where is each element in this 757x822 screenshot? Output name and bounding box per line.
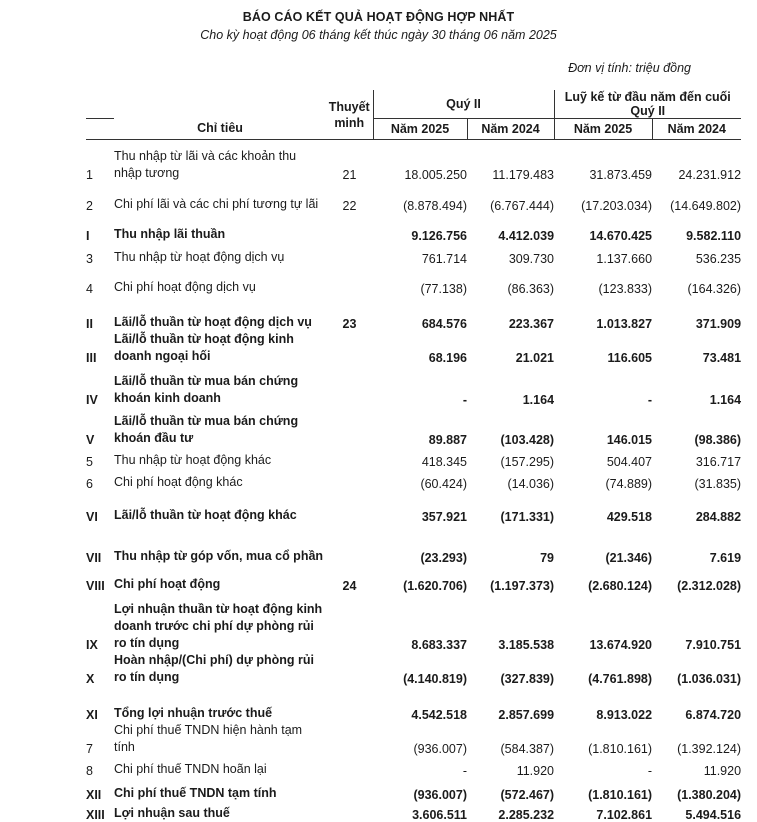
row-label: Chi phí hoạt động khác (114, 474, 243, 489)
row-ytd2024: 24.231.912 (678, 167, 742, 182)
row-note: 24 (342, 578, 357, 593)
row-ytd2024: 5.494.516 (685, 807, 742, 822)
table-row (86, 565, 741, 593)
row-ytd2025: (74.889) (605, 476, 653, 491)
table-row (86, 266, 741, 296)
row-code: III (86, 350, 97, 365)
row-ytd2024: 11.920 (703, 763, 742, 778)
row-q2024: 79 (540, 550, 555, 565)
row-label: Thu nhập từ lãi và các khoản thu nhập tương (114, 148, 297, 180)
row-q2025: 4.542.518 (411, 707, 467, 722)
row-ytd2025: 14.670.425 (589, 228, 653, 243)
table-row (86, 524, 741, 565)
row-q2025: 89.887 (428, 432, 467, 447)
table-row (86, 296, 741, 331)
row-note (326, 447, 373, 469)
header-ytd-2025: Năm 2025 (554, 119, 652, 140)
header-note (326, 90, 373, 140)
row-code: XI (86, 707, 98, 722)
row-ytd2025: (1.810.161) (588, 741, 653, 756)
table-row (86, 331, 741, 365)
row-q2025: 3.606.511 (412, 807, 467, 822)
row-ytd2024: 7.910.751 (685, 637, 742, 652)
row-q2024: 11.179.483 (492, 167, 555, 182)
row-note (326, 491, 373, 524)
row-ytd2024: (1.036.031) (677, 671, 742, 686)
table-row (86, 140, 741, 182)
row-ytd2024: 6.874.720 (685, 707, 742, 722)
header-q-2025: Năm 2025 (373, 119, 467, 140)
table-row (86, 593, 741, 652)
row-note (326, 331, 373, 365)
row-ytd2025: 116.605 (607, 350, 653, 365)
row-code: IX (86, 637, 98, 652)
row-q2025: 418.345 (421, 454, 467, 469)
row-ytd2024: 1.164 (709, 392, 742, 407)
row-ytd2025: 1.137.660 (596, 251, 653, 266)
row-label: Lãi/lỗ thuần từ hoạt động khác (114, 507, 297, 522)
row-ytd2025: 31.873.459 (589, 167, 653, 182)
table-row (86, 756, 741, 778)
row-code: VIII (86, 578, 105, 593)
row-ytd2024: (164.326) (687, 281, 742, 296)
row-code: 4 (86, 281, 93, 296)
row-label: Lợi nhuận thuần từ hoạt động kinh doanh trước chi phí dự phòng rủi ro tín dụng (114, 601, 323, 650)
header-indicator: Chỉ tiêu (114, 90, 326, 140)
row-label: Chi phí thuế TNDN hiện hành tạm tính (114, 722, 303, 754)
row-q2024: (327.839) (500, 671, 555, 686)
row-ytd2024: 371.909 (695, 316, 742, 331)
header-q-2024: Năm 2024 (467, 119, 554, 140)
header-note-line2: minh (334, 115, 365, 130)
row-q2025: 9.126.756 (411, 228, 467, 243)
row-ytd2024: (1.380.204) (677, 787, 742, 802)
row-code: 5 (86, 454, 93, 469)
row-note: 21 (342, 167, 357, 182)
row-code: IV (86, 392, 98, 407)
row-ytd2024: 536.235 (695, 251, 742, 266)
row-q2025: (936.007) (413, 741, 467, 756)
row-label: Chi phí thuế TNDN tạm tính (114, 785, 277, 800)
row-q2025: 68.196 (428, 350, 467, 365)
row-code: VI (86, 509, 98, 524)
table-row (86, 447, 741, 469)
row-note (326, 266, 373, 296)
row-ytd2025: (21.346) (605, 550, 653, 565)
table-header-row (86, 90, 741, 119)
row-code: II (86, 316, 93, 331)
row-code: VII (86, 550, 102, 565)
row-q2025: 357.921 (421, 509, 467, 524)
row-q2024: 1.164 (522, 392, 555, 407)
row-ytd2025: 504.407 (606, 454, 653, 469)
table-row (86, 686, 741, 722)
row-q2025: (23.293) (420, 550, 467, 565)
row-q2025: - (462, 392, 467, 407)
row-label: Hoàn nhập/(Chi phí) dự phòng rủi ro tín dụng (114, 652, 314, 684)
row-q2024: 3.185.538 (498, 637, 555, 652)
row-label: Chi phí lãi và các chi phí tương tự lãi (114, 196, 319, 211)
row-code: XII (86, 787, 102, 802)
header-ytd: Luỹ kế từ đầu năm đến cuối Quý II (554, 90, 741, 119)
row-ytd2024: (31.835) (694, 476, 742, 491)
row-q2025: (4.140.819) (403, 671, 467, 686)
row-label: Tổng lợi nhuận trước thuế (114, 705, 273, 720)
income-statement-table (86, 90, 741, 822)
table-row (86, 365, 741, 407)
row-note (326, 722, 373, 756)
row-q2025: (60.424) (420, 476, 467, 491)
row-ytd2024: (2.312.028) (677, 578, 742, 593)
row-code: I (86, 228, 90, 243)
header-code-cell-2 (86, 119, 114, 140)
row-label: Lãi/lỗ thuần từ hoạt động dịch vụ (114, 314, 312, 329)
row-q2025: (1.620.706) (403, 578, 467, 593)
row-ytd2024: 284.882 (695, 509, 742, 524)
row-label: Thu nhập lãi thuần (114, 226, 226, 241)
row-q2025: 8.683.337 (411, 637, 467, 652)
row-q2025: (936.007) (413, 787, 467, 802)
row-q2025: (77.138) (420, 281, 467, 296)
row-ytd2025: 8.913.022 (596, 707, 653, 722)
currency-unit: Đơn vị tính: triệu đồng (568, 61, 691, 75)
row-q2025: 684.576 (421, 316, 467, 331)
row-code: 1 (86, 167, 93, 182)
row-note (326, 778, 373, 802)
row-ytd2025: - (647, 763, 653, 778)
row-label: Chi phí hoạt động (114, 576, 221, 591)
row-note (326, 407, 373, 447)
row-ytd2025: 146.015 (606, 432, 653, 447)
row-ytd2025: (17.203.034) (581, 198, 653, 213)
row-ytd2025: (1.810.161) (588, 787, 653, 802)
row-note (326, 686, 373, 722)
row-label: Chi phí thuế TNDN hoãn lại (114, 761, 267, 776)
row-label: Thu nhập từ góp vốn, mua cổ phần (114, 548, 324, 563)
row-note (326, 802, 373, 822)
row-label: Lãi/lỗ thuần từ hoạt động kinh doanh ngoại hối (114, 331, 294, 363)
row-q2025: (8.878.494) (403, 198, 467, 213)
table-row (86, 469, 741, 491)
table-row (86, 778, 741, 802)
row-label: Lãi/lỗ thuần từ mua bán chứng khoán đầu tư (114, 413, 299, 445)
row-note (326, 243, 373, 266)
row-ytd2025: 13.674.920 (589, 637, 653, 652)
row-label: Lợi nhuận sau thuế (114, 805, 230, 820)
header-note-line1: Thuyết (328, 99, 370, 114)
row-ytd2024: (14.649.802) (670, 198, 742, 213)
row-code: 8 (86, 763, 93, 778)
row-code: 6 (86, 476, 93, 491)
table-row (86, 182, 741, 213)
row-ytd2024: 9.582.110 (686, 228, 742, 243)
row-q2024: 2.285.232 (498, 807, 555, 822)
row-ytd2024: 73.481 (702, 350, 742, 365)
row-q2024: 4.412.039 (498, 228, 555, 243)
table-row (86, 802, 741, 822)
row-note (326, 469, 373, 491)
table-row (86, 652, 741, 686)
row-q2025: 761.714 (421, 251, 467, 266)
row-q2024: (1.197.373) (490, 578, 555, 593)
row-q2024: (572.467) (500, 787, 555, 802)
row-label: Thu nhập từ hoạt động dịch vụ (114, 249, 285, 264)
row-label: Thu nhập từ hoạt động khác (114, 452, 272, 467)
row-q2024: 309.730 (508, 251, 555, 266)
row-note (326, 593, 373, 652)
row-label: Chi phí hoạt động dịch vụ (114, 279, 256, 294)
row-q2024: 2.857.699 (498, 707, 555, 722)
row-code: X (86, 671, 95, 686)
row-note (326, 213, 373, 243)
row-q2024: (6.767.444) (490, 198, 555, 213)
row-ytd2025: 1.013.827 (596, 316, 653, 331)
row-code: 3 (86, 251, 93, 266)
table-row (86, 722, 741, 756)
row-ytd2025: (4.761.898) (588, 671, 653, 686)
row-ytd2025: (123.833) (598, 281, 653, 296)
row-label: Lãi/lỗ thuần từ mua bán chứng khoán kinh doanh (114, 373, 299, 405)
row-q2024: (103.428) (500, 432, 555, 447)
row-ytd2025: 7.102.861 (596, 807, 653, 822)
row-note: 22 (342, 198, 357, 213)
row-ytd2025: 429.518 (606, 509, 653, 524)
table-row (86, 243, 741, 266)
row-code: XIII (86, 807, 105, 822)
row-note: 23 (342, 316, 357, 331)
row-q2024: (171.331) (500, 509, 555, 524)
header-quarter: Quý II (373, 90, 554, 119)
row-note (326, 756, 373, 778)
row-note (326, 365, 373, 407)
row-q2025: - (462, 763, 467, 778)
row-ytd2025: - (647, 392, 653, 407)
row-q2025: 18.005.250 (404, 167, 467, 182)
row-note (326, 524, 373, 565)
row-ytd2024: (1.392.124) (677, 741, 742, 756)
row-q2024: 223.367 (508, 316, 555, 331)
row-ytd2024: 7.619 (709, 550, 742, 565)
row-q2024: (584.387) (500, 741, 555, 756)
row-code: V (86, 432, 95, 447)
row-q2024: (14.036) (507, 476, 555, 491)
header-ytd-2024: Năm 2024 (652, 119, 741, 140)
row-ytd2024: 316.717 (695, 454, 742, 469)
row-q2024: (86.363) (507, 281, 555, 296)
row-code: 7 (86, 741, 93, 756)
row-ytd2024: (98.386) (694, 432, 742, 447)
table-row (86, 213, 741, 243)
row-code: 2 (86, 198, 93, 213)
table-row (86, 491, 741, 524)
report-subtitle: Cho kỳ hoạt động 06 tháng kết thúc ngày 30 tháng 06 năm 2025 (200, 28, 557, 42)
row-ytd2025: (2.680.124) (588, 578, 653, 593)
table-row (86, 407, 741, 447)
report-title: BÁO CÁO KẾT QUẢ HOẠT ĐỘNG HỢP NHẤT (242, 10, 515, 24)
header-code-cell (86, 90, 114, 119)
row-note (326, 652, 373, 686)
row-q2024: 21.021 (515, 350, 555, 365)
row-q2024: 11.920 (516, 763, 555, 778)
row-q2024: (157.295) (500, 454, 555, 469)
